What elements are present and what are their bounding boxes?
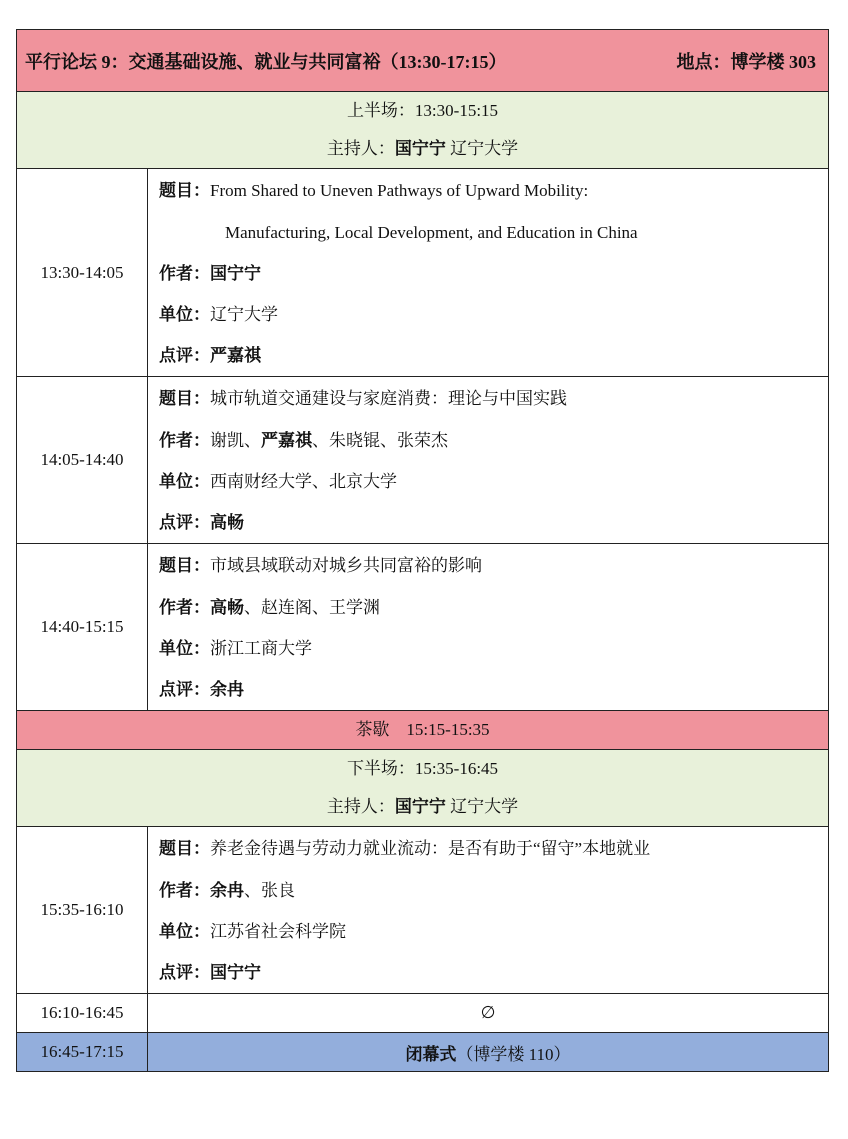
unit-label: 单位：: [159, 922, 210, 941]
author-label: 作者：: [159, 881, 210, 900]
author-sep: 、: [312, 431, 329, 450]
topic-label: 题目：: [159, 556, 210, 575]
topic-text: 城市轨道交通建设与家庭消费：理论与中国实践: [210, 389, 567, 408]
host-label: 主持人：: [326, 139, 395, 158]
author-label: 作者：: [159, 598, 210, 617]
paper-author: [148, 420, 828, 461]
author-plain: 张良: [261, 881, 295, 900]
discussant-name: 余冉: [210, 680, 244, 699]
discussant-label: 点评：: [159, 963, 210, 982]
discussant-name: 严嘉祺: [210, 346, 261, 365]
paper-author: [148, 253, 828, 294]
author-bold: 高畅: [210, 598, 244, 617]
paper-unit: [148, 628, 828, 669]
author-plain: 赵连阁、王学渊: [261, 598, 380, 617]
tea-break-row: [17, 711, 829, 750]
author-label: 作者：: [159, 264, 210, 283]
first-half-session: 上半场：13:30-15:15: [346, 101, 499, 120]
tea-break: 茶歇 15:15-15:35: [355, 720, 490, 739]
author-bold: 余冉: [210, 881, 244, 900]
second-half-host: [17, 788, 828, 826]
forum-header-row: [17, 30, 829, 92]
host-name: 国宁宁: [394, 797, 446, 816]
discussant-label: 点评：: [159, 346, 210, 365]
paper-time: 13:30-14:05: [17, 169, 148, 377]
author-sep: 、: [244, 431, 261, 450]
host-org: 辽宁大学: [445, 797, 519, 816]
paper-discussant: [148, 952, 828, 993]
author-bold: 国宁宁: [210, 264, 261, 283]
forum-schedule-table: [16, 29, 829, 1072]
second-half-session: 下半场：15:35-16:45: [346, 759, 499, 778]
paper-unit: [148, 461, 828, 502]
empty-slot-row: [17, 994, 829, 1033]
paper-discussant: [148, 502, 828, 543]
first-half-session-row: [17, 92, 829, 169]
host-org: 辽宁大学: [445, 139, 519, 158]
unit-text: 江苏省社会科学院: [210, 922, 346, 941]
closing-location: （博学楼 110）: [456, 1044, 571, 1064]
discussant-label: 点评：: [159, 513, 210, 532]
paper-row: [17, 377, 829, 544]
unit-label: 单位：: [159, 472, 210, 491]
topic-label: 题目：: [159, 839, 210, 858]
author-sep: 、: [244, 881, 261, 900]
topic-text: 市域县域联动对城乡共同富裕的影响: [210, 556, 482, 575]
slot-time: 16:10-16:45: [17, 994, 148, 1033]
author-bold: 严嘉祺: [261, 431, 312, 450]
paper-time: 15:35-16:10: [17, 827, 148, 994]
paper-time: 14:05-14:40: [17, 377, 148, 544]
unit-text: 西南财经大学、北京大学: [210, 472, 397, 491]
slot-content: ∅: [148, 994, 829, 1033]
paper-row: [17, 827, 829, 994]
paper-topic: [148, 377, 828, 420]
topic-label: 题目：: [159, 389, 210, 408]
author-plain: 朱晓锟、张荣杰: [329, 431, 448, 450]
discussant-name: 国宁宁: [210, 963, 261, 982]
unit-label: 单位：: [159, 305, 210, 324]
topic-text: From Shared to Uneven Pathways of Upward Mobility:: [210, 181, 589, 200]
paper-unit: [148, 294, 828, 335]
paper-topic-cont: Manufacturing, Local Development, and Education in China: [225, 223, 638, 242]
host-name: 国宁宁: [394, 139, 446, 158]
paper-topic: [148, 544, 828, 587]
second-half-session-row: [17, 750, 829, 827]
author-plain: 谢凯: [210, 431, 244, 450]
host-label: 主持人：: [326, 797, 395, 816]
forum-title: 平行论坛 9：交通基础设施、就业与共同富裕（13:30-17:15）: [25, 51, 507, 72]
discussant-name: 高畅: [210, 513, 244, 532]
closing-content: [148, 1033, 829, 1072]
unit-label: 单位：: [159, 639, 210, 658]
paper-topic: [148, 827, 828, 870]
author-label: 作者：: [159, 431, 210, 450]
discussant-label: 点评：: [159, 680, 210, 699]
forum-location: 地点：博学楼 303: [676, 51, 816, 72]
paper-author: [148, 587, 828, 628]
topic-label: 题目：: [159, 181, 210, 200]
paper-discussant: [148, 669, 828, 710]
paper-time: 14:40-15:15: [17, 544, 148, 711]
paper-unit: [148, 911, 828, 952]
author-sep: 、: [244, 598, 261, 617]
unit-text: 浙江工商大学: [210, 639, 312, 658]
closing-label: 闭幕式: [405, 1044, 457, 1064]
paper-author: [148, 870, 828, 911]
unit-text: 辽宁大学: [210, 305, 278, 324]
closing-row: [17, 1033, 829, 1072]
paper-discussant: [148, 335, 828, 376]
paper-row: [17, 169, 829, 377]
topic-text: 养老金待遇与劳动力就业流动：是否有助于“留守”本地就业: [210, 839, 651, 858]
paper-topic: [148, 169, 828, 212]
closing-time: 16:45-17:15: [17, 1033, 148, 1072]
paper-row: [17, 544, 829, 711]
first-half-host: [17, 130, 828, 168]
